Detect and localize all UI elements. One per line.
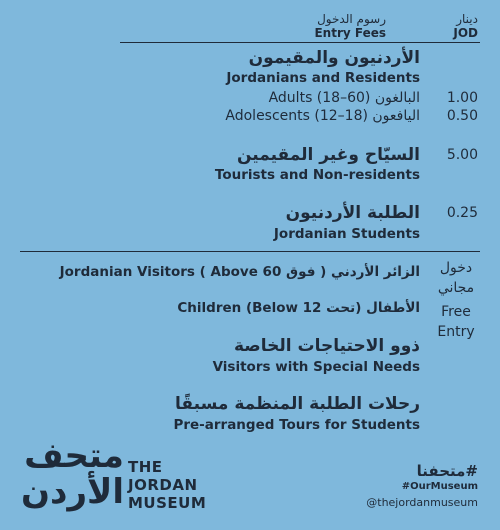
museum-logo-en — [128, 458, 218, 512]
free-item-special-needs-en: Visitors with Special Needs — [212, 359, 420, 375]
free-entry-label-ar: دخول مجاني — [437, 260, 475, 296]
section-title-en: Jordanian Students — [273, 226, 420, 242]
hashtag-ar: #متحفنا — [416, 462, 478, 480]
price-students: 0.25 — [446, 205, 478, 221]
section-title-en: Tourists and Non-residents — [214, 167, 420, 183]
free-item-student-tours-ar: رحلات الطلبة المنظمة مسبقًا — [175, 394, 420, 414]
logo-ar-line1: متحف — [24, 436, 124, 476]
price-adolescents: 0.50 — [446, 108, 478, 124]
section-title-ar: السيّاح وغير المقيمين — [236, 145, 420, 165]
logo-en-line3: MUSEUM — [128, 494, 207, 512]
logo-ar-line2: الأردن — [20, 472, 124, 512]
museum-logo-ar — [18, 436, 124, 512]
free-item-children: Children (Below 12 الأطفال (تحت — [177, 300, 420, 316]
price-tourists: 5.00 — [446, 147, 478, 163]
free-item-special-needs-ar: ذوو الاحتياجات الخاصة — [234, 336, 420, 356]
currency-label-en: JOD — [453, 26, 478, 40]
section-rule — [20, 251, 480, 252]
price-adults: 1.00 — [446, 90, 478, 106]
currency-label-ar: دينار — [456, 12, 478, 26]
fee-line-adolescents: Adolescents (12–18) اليافعون — [225, 108, 420, 124]
entry-fees-label-en: Entry Fees — [314, 26, 386, 40]
header-rule — [120, 42, 480, 43]
logo-en-line1: THE — [128, 458, 163, 476]
free-entry-label-en: Free Entry — [437, 304, 475, 340]
hashtag-en: #OurMuseum — [401, 481, 478, 492]
logo-en-line2: JORDAN — [128, 476, 198, 494]
section-title-ar: الأردنيون والمقيمون — [248, 48, 420, 68]
social-handle[interactable]: @thejordanmuseum — [366, 496, 478, 509]
section-title-ar: الطلبة الأردنيون — [285, 203, 420, 223]
free-item-seniors: Jordanian Visitors ( Above 60 الزائر الأردني ( فوق — [59, 264, 420, 280]
entry-fees-label-ar: رسوم الدخول — [317, 12, 386, 26]
free-item-student-tours-en: Pre-arranged Tours for Students — [173, 417, 420, 433]
section-title-en: Jordanians and Residents — [226, 70, 420, 86]
fee-line-adults: Adults (18–60) البالغون — [268, 90, 420, 106]
